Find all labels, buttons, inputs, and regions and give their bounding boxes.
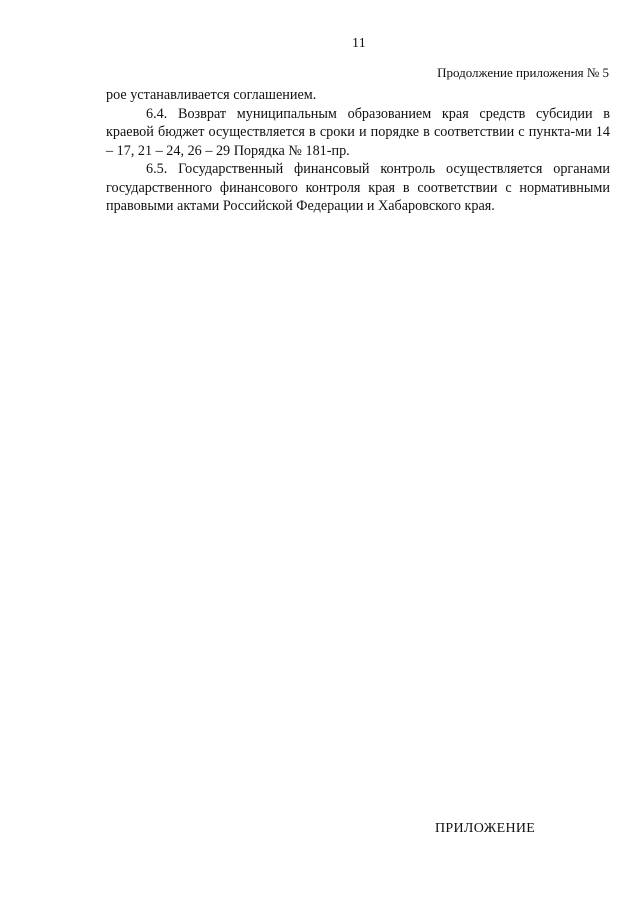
paragraph-6-5: 6.5. Государственный финансовый контроль осуществляется органами государственного финансового контроля края в соответствии с нормативными правовыми актами Российской Федерации и Хабаровского края. — [106, 161, 610, 214]
continuation-label: Продолжение приложения № 5 — [437, 65, 609, 80]
paragraph-continued: рое устанавливается соглашением. — [106, 87, 317, 103]
document-body — [106, 86, 610, 216]
paragraph-6-4: 6.4. Возврат муниципальным образованием края средств субсидии в краевой бюджет осуществляется в сроки и порядке в соответствии с пункта-ми 14 – 17, 21 – 24, 26 – 29 Порядка № 181-пр. — [106, 105, 610, 159]
appendix-heading: ПРИЛОЖЕНИЕ — [435, 821, 536, 836]
page-number: 11 — [352, 36, 366, 51]
